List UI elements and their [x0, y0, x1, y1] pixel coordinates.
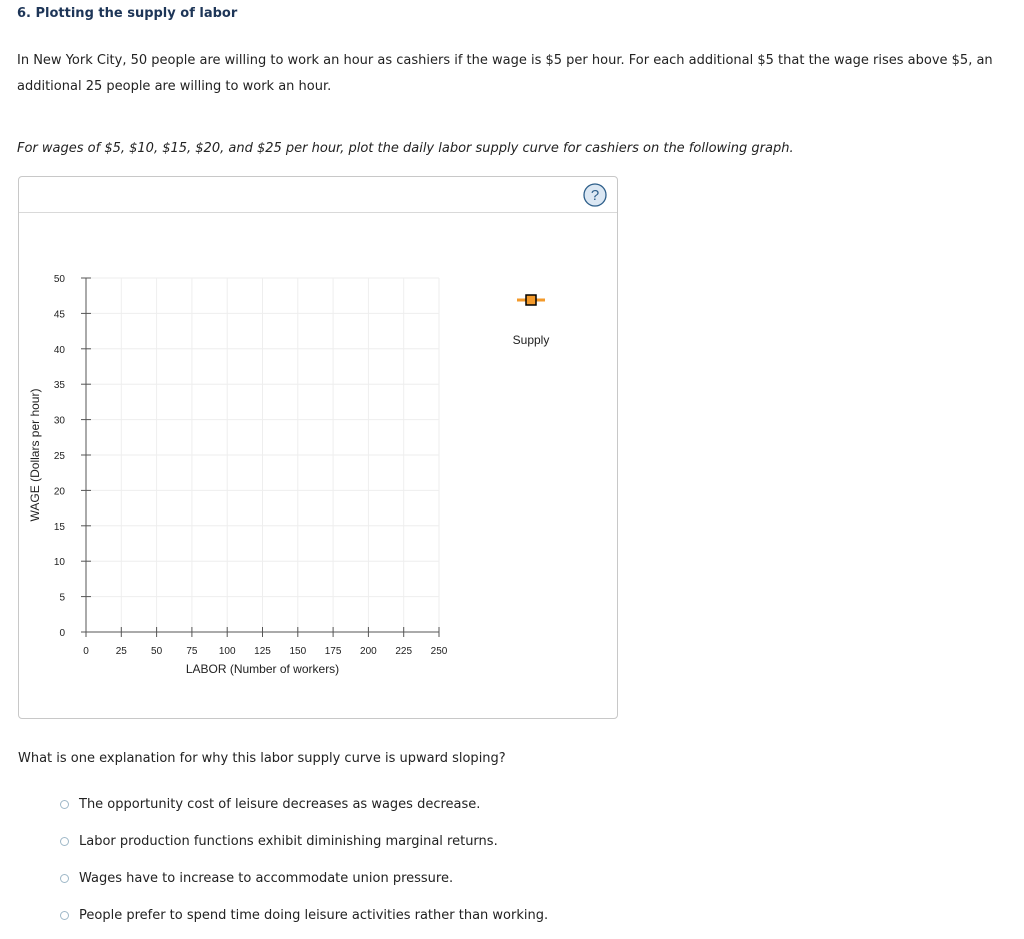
graph-panel[interactable] — [18, 176, 618, 719]
y-tick-label: 10 — [53, 557, 65, 569]
supply-legend-marker — [526, 295, 536, 305]
radio-button[interactable] — [60, 911, 69, 920]
x-tick-label: 25 — [115, 646, 127, 657]
x-tick-label: 250 — [430, 646, 448, 657]
plot-instruction: For wages of $5, $10, $15, $20, and $25 per hour, plot the daily labor supply curve for cashiers on the following graph. — [17, 141, 794, 156]
y-tick-label: 40 — [53, 344, 65, 356]
answer-option[interactable] — [60, 871, 453, 886]
answer-option[interactable] — [60, 834, 498, 849]
x-tick-label: 75 — [186, 646, 198, 657]
y-tick-label: 45 — [53, 309, 65, 321]
answer-option[interactable] — [60, 908, 548, 923]
y-tick-label: 0 — [59, 628, 65, 639]
answer-option[interactable] — [60, 797, 480, 812]
radio-button[interactable] — [60, 837, 69, 846]
x-tick-label: 150 — [289, 646, 307, 657]
x-tick-label: 0 — [83, 646, 89, 657]
problem-intro: In New York City, 50 people are willing to work an hour as cashiers if the wage is $5 per hour. For each additional $5 that the wage rises above $5, an additional 25 people are willing to work an hour. — [17, 53, 993, 94]
y-tick-label: 20 — [53, 486, 65, 498]
x-tick-label: 100 — [218, 646, 236, 657]
option-label: The opportunity cost of leisure decreases as wages decrease. — [79, 797, 481, 812]
question-text: What is one explanation for why this labor supply curve is upward sloping? — [18, 751, 506, 766]
option-label: Labor production functions exhibit diminishing marginal returns. — [79, 834, 498, 849]
radio-button[interactable] — [60, 874, 69, 883]
radio-button[interactable] — [60, 800, 69, 809]
y-tick-label: 35 — [53, 380, 65, 392]
x-tick-label: 225 — [395, 646, 413, 657]
option-label: People prefer to spend time doing leisure activities rather than working. — [79, 908, 549, 923]
x-tick-label: 50 — [151, 646, 163, 657]
x-axis-label: LABOR (Number of workers) — [185, 662, 340, 676]
y-tick-label: 5 — [59, 592, 65, 604]
x-tick-label: 175 — [324, 646, 342, 657]
page-title: 6. Plotting the supply of labor — [17, 6, 238, 21]
y-tick-label: 25 — [53, 451, 65, 462]
supply-legend-label: Supply — [512, 333, 550, 347]
x-tick-label: 200 — [360, 646, 377, 657]
supply-chart[interactable] — [19, 177, 617, 718]
svg-text:?: ? — [590, 187, 600, 204]
y-tick-label: 30 — [53, 415, 65, 427]
y-tick-label: 50 — [53, 274, 65, 285]
y-tick-label: 15 — [53, 521, 65, 533]
y-axis-label: WAGE (Dollars per hour) — [28, 388, 42, 522]
x-tick-label: 125 — [254, 646, 271, 657]
option-label: Wages have to increase to accommodate union pressure. — [79, 871, 454, 886]
